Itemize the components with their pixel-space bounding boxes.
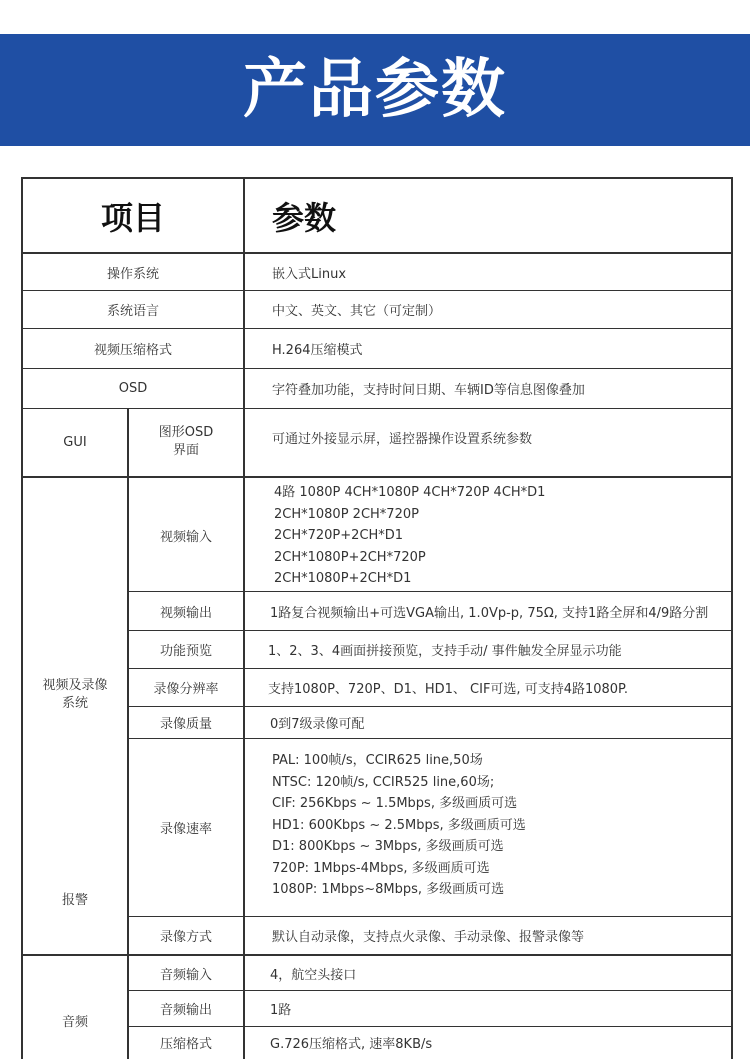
divider-row xyxy=(127,738,733,739)
row-value-lang: 中文、英文、其它（可定制） xyxy=(272,303,442,319)
row-value-quality: 0到7级录像可配 xyxy=(270,716,365,732)
divider-row xyxy=(127,916,733,917)
row-label-quality: 录像质量 xyxy=(159,716,212,732)
row-label-audio-out: 音频输出 xyxy=(159,1002,212,1018)
divider-row xyxy=(21,954,733,956)
row-value-os: 嵌入式Linux xyxy=(272,267,347,282)
divider-row xyxy=(21,408,733,409)
divider-row xyxy=(127,990,733,991)
row-value-resolution: 支持1080P、720P、D1、HD1、 CIF可选, 可支持4路1080P. xyxy=(268,681,629,697)
table-right-border xyxy=(731,177,733,1059)
group-audio: 音频 xyxy=(61,1014,88,1030)
divider-row xyxy=(127,668,733,669)
header-param: 参数 xyxy=(272,198,337,237)
page-title: 产品参数 xyxy=(243,53,507,127)
divider-row xyxy=(21,476,733,478)
row-label-codec: 视频压缩格式 xyxy=(93,342,172,358)
row-value-audio-in: 4，航空头接口 xyxy=(270,967,357,983)
row-label-video-input: 视频输入 xyxy=(159,529,212,545)
row-label-resolution: 录像分辨率 xyxy=(153,681,219,697)
row-value-video-input: 4路 1080P 4CH*1080P 4CH*720P 4CH*D1 2CH*1080P 2CH*720P 2CH*720P+2CH*D1 2CH*1080P+2CH*720P 2CH*1080P+2CH*D1 xyxy=(274,485,546,586)
group-gui: GUI xyxy=(63,434,87,450)
row-value-osd: 字符叠加功能，支持时间日期、车辆ID等信息图像叠加 xyxy=(272,382,585,398)
row-label-osd: OSD xyxy=(118,380,148,396)
row-value-gui: 可通过外接显示屏，遥控器操作设置系统参数 xyxy=(272,431,533,447)
row-label-preview: 功能预览 xyxy=(159,643,212,659)
title-banner xyxy=(0,34,750,146)
divider-row xyxy=(21,368,733,369)
group-video: 视频及录像 系统 xyxy=(42,678,108,711)
row-label-lang: 系统语言 xyxy=(106,303,159,319)
row-value-rate: PAL: 100帧/s，CCIR625 line,50场 NTSC: 120帧/s, CCIR525 line,60场; CIF: 256Kbps ~ 1.5Mbps, 多级画质可选 HD1: 600Kbps ~ 2.5Mbps, 多级画质可选 D1: 800Kbps ~ 3Mbps, 多级画质可选 720P: 1Mbps-4Mbps, 多级画质可选 1080P: 1Mbps~8Mbps, 多级画质可选 xyxy=(272,753,526,897)
divider-row xyxy=(127,1026,733,1027)
row-label-rate: 录像速率 xyxy=(159,821,212,837)
divider-header xyxy=(21,252,733,254)
row-value-preview: 1、2、3、4画面拼接预览，支持手动/ 事件触发全屏显示功能 xyxy=(268,643,622,659)
divider-row xyxy=(127,630,733,631)
row-label-video-output: 视频输出 xyxy=(159,605,212,621)
row-label-os: 操作系统 xyxy=(106,267,159,282)
row-label-audio-format: 压缩格式 xyxy=(159,1037,212,1052)
divider-param-column xyxy=(243,177,245,1059)
header-item: 项目 xyxy=(100,198,165,237)
divider-row xyxy=(21,290,733,291)
table-left-border xyxy=(21,177,23,1059)
table-top-border xyxy=(21,177,733,179)
divider-row xyxy=(127,591,733,592)
row-value-audio-format: G.726压缩格式, 速率8KB/s xyxy=(270,1037,433,1052)
row-value-audio-out: 1路 xyxy=(270,1002,292,1018)
row-value-record-mode: 默认自动录像，支持点火录像、手动录像、报警录像等 xyxy=(272,929,585,945)
row-value-video-output: 1路复合视频输出+可选VGA输出, 1.0Vp-p, 75Ω, 支持1路全屏和4/9路分割 xyxy=(270,605,709,621)
divider-sub-column xyxy=(127,408,129,1059)
row-label-audio-in: 音频输入 xyxy=(159,967,212,983)
row-label-record-mode: 录像方式 xyxy=(159,929,212,945)
divider-row xyxy=(21,328,733,329)
row-value-codec: H.264压缩模式 xyxy=(272,342,363,358)
group-alarm: 报警 xyxy=(61,892,88,908)
row-label-gui: 图形OSD 界面 xyxy=(158,425,214,458)
divider-row xyxy=(127,706,733,707)
